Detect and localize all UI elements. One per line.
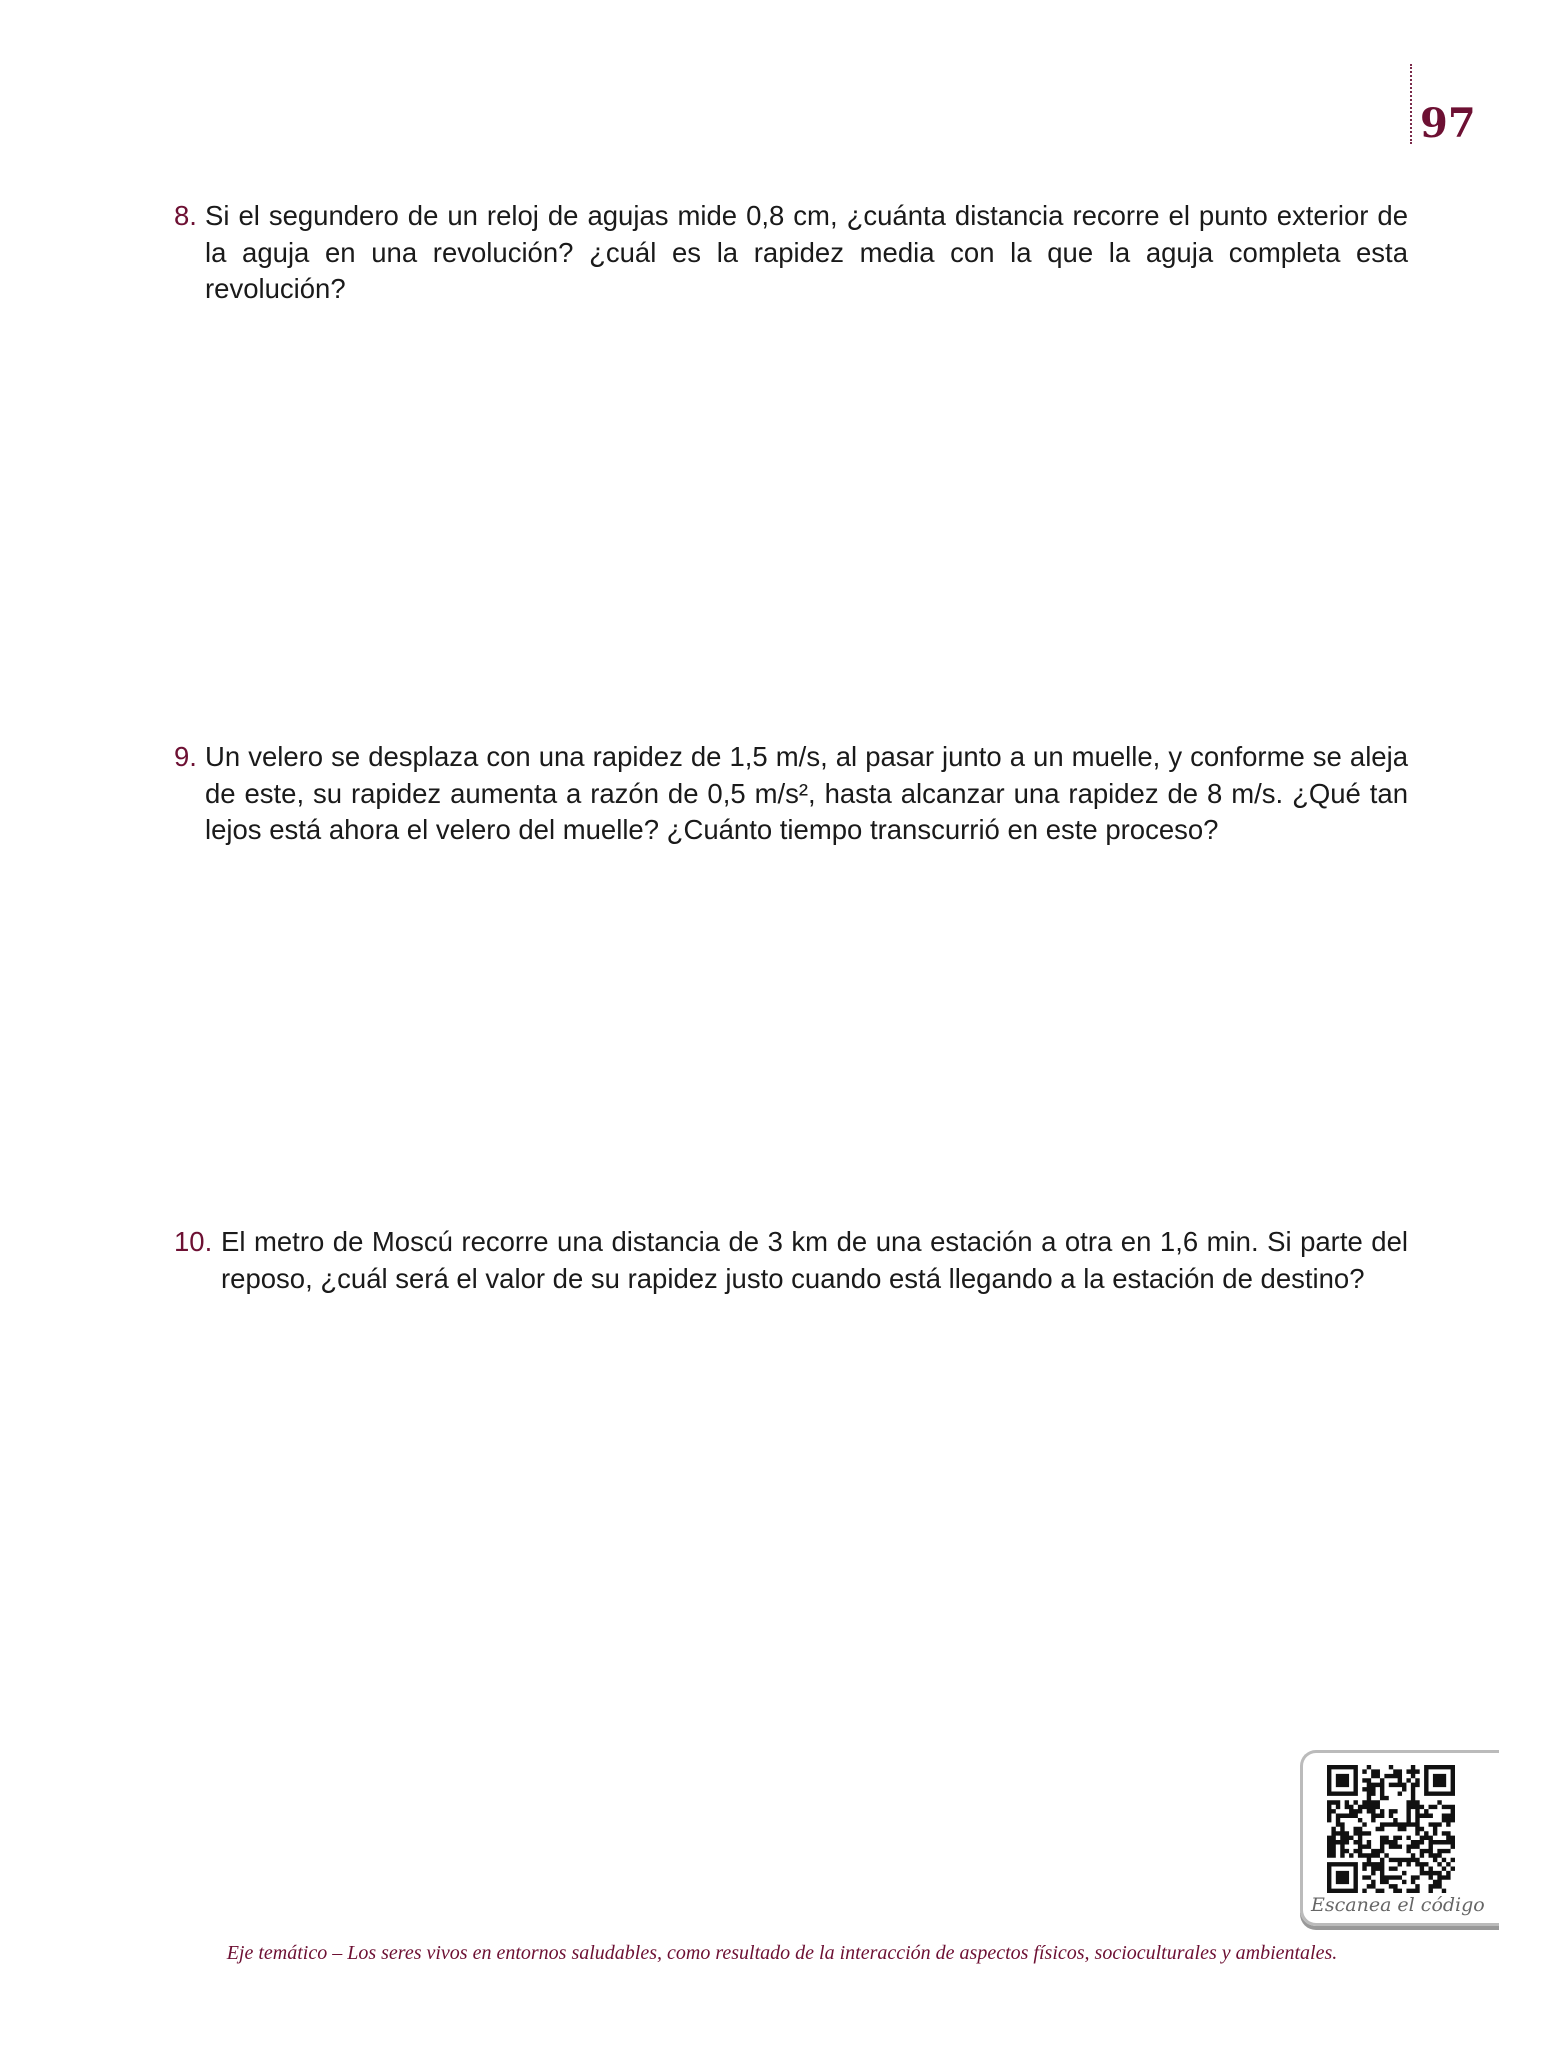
page-number-divider bbox=[1410, 64, 1412, 144]
question-text: Si el segundero de un reloj de agujas mide 0,8 cm, ¿cuánta distancia recorre el punto exterior de la aguja en una revolución? ¿cuál es la rapidez media con la que la aguja completa esta revolución? bbox=[205, 200, 1408, 304]
question-text: Un velero se desplaza con una rapidez de 1,5 m/s, al pasar junto a un muelle, y conforme se aleja de este, su rapidez aumenta a razón de 0,5 m/s², hasta alcanzar una rapidez de 8 m/s. ¿Qué tan lejos está ahora el velero del muelle? ¿Cuánto tiempo transcurrió en este proceso? bbox=[205, 741, 1408, 845]
qr-caption: Escanea el código bbox=[1311, 1894, 1485, 1916]
page-number: 97 bbox=[1420, 100, 1476, 147]
footer-text: Eje temático – Los seres vivos en entornos saludables, como resultado de la interacción de aspectos físicos, socioculturales y ambientales. bbox=[226, 1942, 1338, 1964]
qr-modules bbox=[1327, 1765, 1455, 1893]
question-number: 8. bbox=[174, 200, 197, 231]
question-10 bbox=[174, 1224, 1408, 1297]
question-number: 10. bbox=[174, 1226, 213, 1257]
question-number: 9. bbox=[174, 741, 197, 772]
question-text: El metro de Moscú recorre una distancia de 3 km de una estación a otra en 1,6 min. Si parte del reposo, ¿cuál será el valor de su rapidez justo cuando está llegando a la estación de destino? bbox=[221, 1226, 1408, 1294]
question-8 bbox=[174, 198, 1408, 308]
question-9 bbox=[174, 739, 1408, 849]
qr-code-box[interactable] bbox=[1300, 1750, 1499, 1926]
qr-code-image[interactable] bbox=[1327, 1765, 1455, 1893]
